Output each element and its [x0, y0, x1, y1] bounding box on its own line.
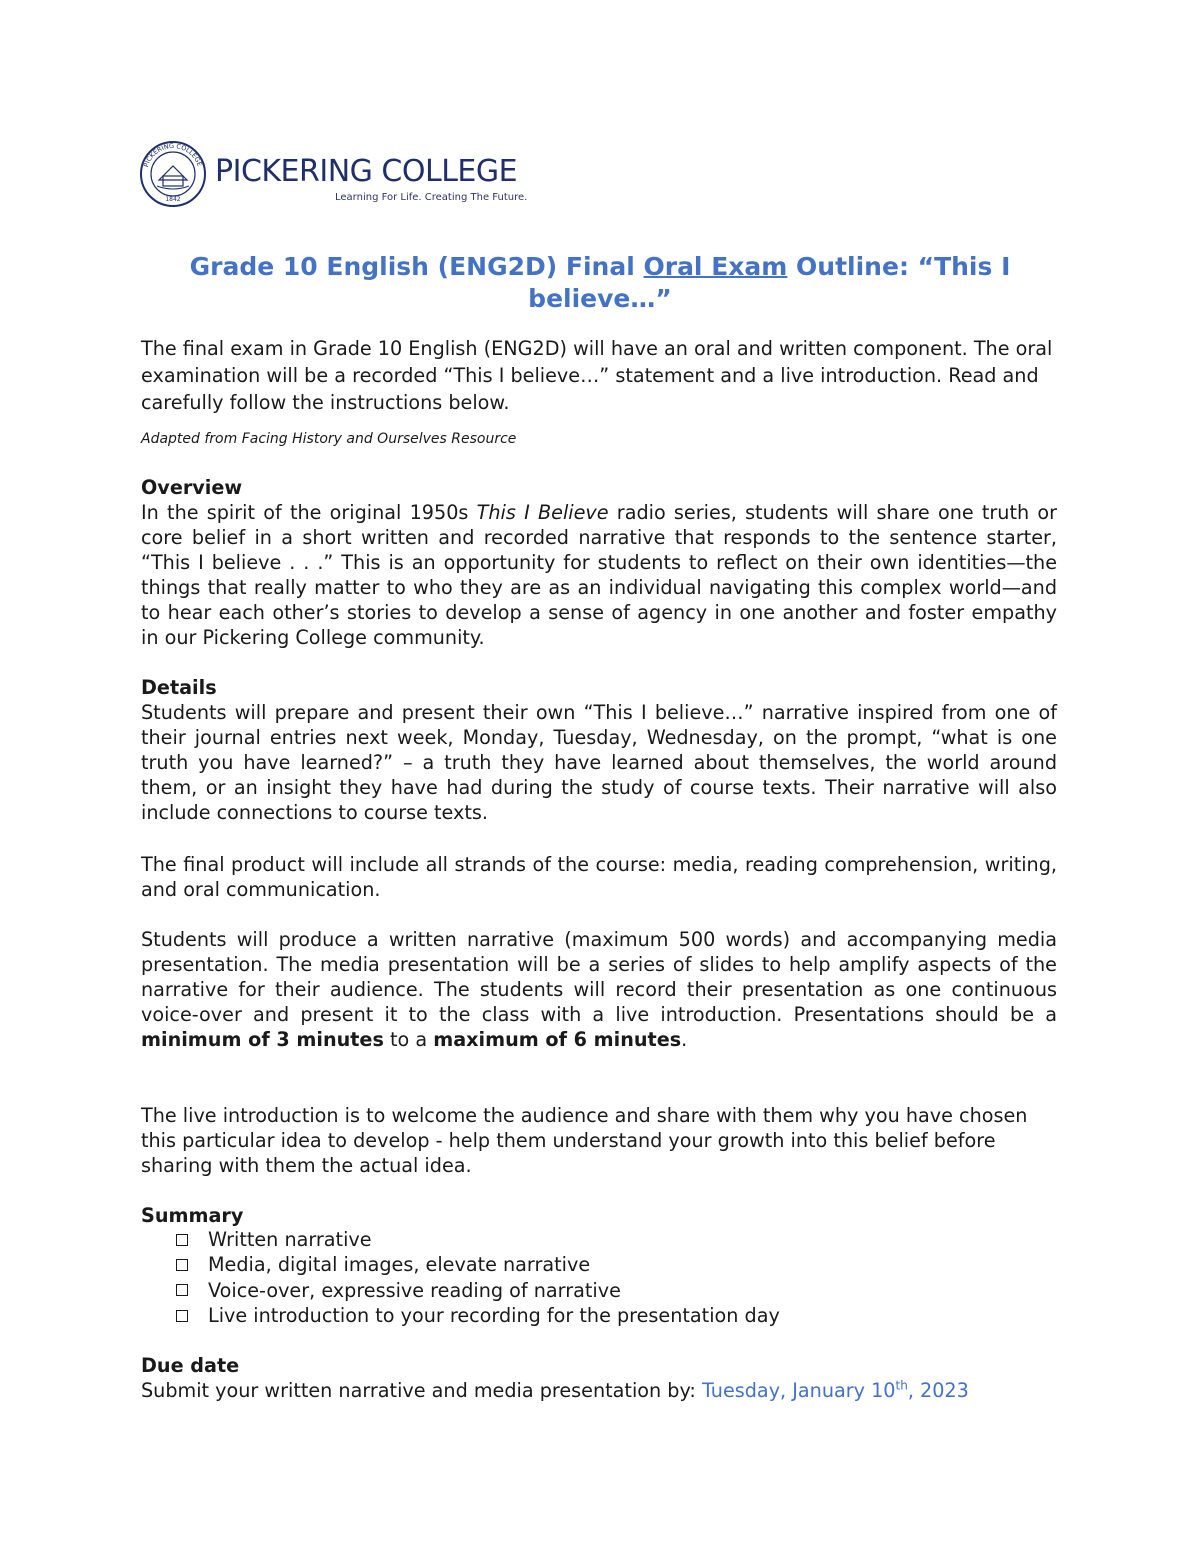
- checkbox-icon[interactable]: [176, 1310, 188, 1322]
- due-date-heading: Due date: [141, 1354, 240, 1377]
- details-paragraph-4: The live introduction is to welcome the audience and share with them why you have chosen this particular idea to develop - help them understand your growth into this belief before sharing with them the actual idea.: [141, 1104, 1028, 1177]
- checklist-item: Voice-over, expressive reading of narrative: [176, 1278, 780, 1303]
- pickering-college-logo: [139, 140, 539, 212]
- details-paragraph-2: The final product will include all strands of the course: media, reading comprehension, writing, and oral communication.: [141, 853, 1057, 901]
- college-seal-icon: [139, 140, 207, 208]
- overview-paragraph: In the spirit of the original 1950s This I Believe radio series, students will share one truth or core belief in a short written and recorded narrative that responds to the sentence starter, “This I believe . . .” This is an opportunity for students to reflect on their own identities—the things that really matter to who they are as an individual navigating this complex world—and to hear each other’s stories to develop a sense of agency in one another and foster empathy in our Pickering College community.: [141, 501, 1057, 649]
- overview-heading: Overview: [141, 476, 243, 499]
- intro-paragraph: The final exam in Grade 10 English (ENG2D) will have an oral and written component. The oral examination will be a recorded “This I believe…” statement and a live introduction. Read and carefully follow the instructions below.: [141, 337, 1053, 414]
- summary-heading: Summary: [141, 1204, 244, 1227]
- logo-tagline: Learning For Life. Creating The Future.: [335, 192, 528, 203]
- details-heading: Details: [141, 676, 217, 699]
- summary-checklist: [176, 1227, 780, 1328]
- checkbox-icon[interactable]: [176, 1234, 188, 1246]
- checkbox-icon[interactable]: [176, 1259, 188, 1271]
- checklist-item: Media, digital images, elevate narrative: [176, 1252, 780, 1277]
- due-date-value: Tuesday, January 10th, 2023: [701, 1378, 969, 1402]
- checkbox-icon[interactable]: [176, 1284, 188, 1296]
- source-note: Adapted from Facing History and Ourselves Resource: [141, 431, 517, 447]
- svg-text:PICKERING COLLEGE: PICKERING COLLEGE: [142, 141, 204, 169]
- title-underlined-phrase: Oral Exam: [643, 252, 788, 281]
- svg-text:1842: 1842: [165, 196, 181, 203]
- logo-wordmark: PICKERING COLLEGE: [215, 154, 518, 189]
- details-paragraph-3: Students will produce a written narrative (maximum 500 words) and accompanying media presentation. The media presentation will be a series of slides to help amplify aspects of the narrative for their audience. The students will record their presentation as one continuous voice-over and present it to the class with a live introduction. Presentations should be a minimum of 3 minutes to a maximum of 6 minutes.: [141, 928, 1057, 1051]
- checklist-item: Written narrative: [176, 1227, 780, 1252]
- page-title: Grade 10 English (ENG2D) Final Oral Exam Outline: “This I believe…”: [189, 252, 1011, 313]
- due-date-paragraph: Submit your written narrative and media presentation by: Tuesday, January 10th, 2023: [141, 1378, 969, 1402]
- checklist-item: Live introduction to your recording for the presentation day: [176, 1303, 780, 1328]
- details-paragraph-1: Students will prepare and present their own “This I believe…” narrative inspired from one of their journal entries next week, Monday, Tuesday, Wednesday, on the prompt, “what is one truth you have learned?” – a truth they have learned about themselves, the world around them, or an insight they have had during the study of course texts. Their narrative will also include connections to course texts.: [141, 701, 1057, 824]
